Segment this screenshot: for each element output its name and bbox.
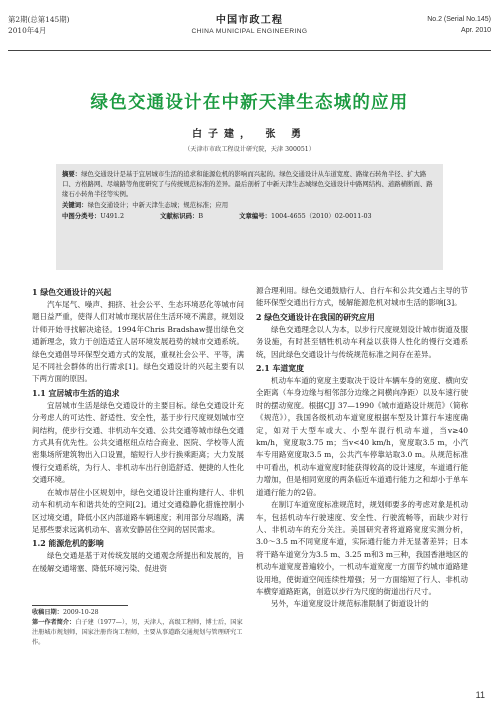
doc-code-value: B [198, 211, 204, 220]
paragraph: 源合理利用。绿色交通鼓励行人、自行车和公共交通占主导的节能环保型交通出行方式，缓解能源危机对城市生活的影响[3]。 [256, 286, 468, 308]
paragraph: 宜居城市生活是绿色交通设计的主要目标。绿色交通设计充分考虑人的可达性、舒适性、安全性，基于步行尺度规划城市空间结构，使步行交通、非机动车交通、公共交通等城市绿色交通方式具有优先性。公共交通枢纽点结合商业、医院、学校等人流密集场所建筑物出入口设置，缩短行人步行换乘距离；大力发展慢行交通系统，为行人、非机动车出行创造舒适、便捷的人性化交通环境。 [32, 400, 244, 485]
clc-label: 中图分类号： [62, 211, 101, 220]
abstract-paragraph [62, 169, 437, 200]
header-right [427, 14, 491, 36]
abstract-label: 摘要： [62, 170, 82, 178]
keywords-text: 绿色交通设计；中新天津生态城；规范标准；应用 [87, 200, 229, 209]
header-issue-en: No.2 (Serial No.145) [427, 16, 491, 23]
paragraph: 另外，车道宽度设计规范标准限制了街道设计的 [271, 599, 429, 609]
section-heading-2: 2 绿色交通设计在我国的研究应用 [256, 312, 375, 322]
author-bio-line [32, 618, 244, 648]
article-number-value: 1004-4655（2010）02-0011-03 [271, 211, 372, 220]
page-number: 11 [475, 690, 485, 700]
right-column [256, 285, 468, 611]
section-heading-2-1: 2.1 车道宽度 [256, 364, 305, 374]
paragraph: 绿色交通理念以人为本，以步行尺度规划设计城市街道及服务设施，有时甚至牺牲机动车利益以获得人性化的慢行交通系统，因此绿色交通设计与传统规范标准之间存在差异。 [256, 324, 468, 359]
received-date-label: 收稿日期： [32, 609, 63, 616]
article-title: 绿色交通设计在中新天津生态城的应用 [90, 93, 409, 113]
author-bio-label: 第一作者简介： [32, 619, 76, 626]
header-rule [8, 50, 491, 51]
article-number-field [239, 211, 372, 221]
keywords-line [62, 200, 437, 210]
keywords-label: 关键词： [62, 200, 88, 209]
paragraph: 在城市居住小区规划中，绿色交通设计注重构建行人、非机动车和机动车和谐共处的空间[2]。通过交通稳静化措施控制小区过境交通，降低小区内部道路车辆速度；利用部分尽端路，满足那些要求远离机动车、喜欢安静居住空间的居民需求。 [32, 487, 244, 534]
doc-code-label: 文献标识码： [160, 211, 199, 220]
section-heading-1-1: 1.1 宜居城市生活的追求 [32, 388, 120, 398]
running-header [8, 14, 491, 50]
footnote-rule [32, 605, 128, 606]
paragraph: 在制订车道宽度标准规范时，规划师要多的考虑对象是机动车，包括机动车行驶速度、安全性、行驶流畅等，而缺少对行人、非机动车的充分关注。美国研究者将道路宽度实测分析，3.0～3.5 m不同宽度车道，实际通行能力并无显著差异；日本将干路车道宽分为3.5 m、3.25 m和3 m三种，我国香港地区的机动车道宽度普遍较小，一机动车道宽度一方面节约城市道路建设用地，使街道空间连续性增强；另一方面缩短了行人、非机动车横穿道路距离，创造以步行为尺度的街道出行尺寸。 [256, 500, 468, 596]
paragraph: 机动车车道的宽度主要取决于设计车辆车身的宽度、横向安全距离（车身边缘与相邻部分边缘之间横向净距）以及车速行驶时的摆动宽度。根据CJJ 37—1990《城市道路设计规范》（简称《规范》），我国各级机动车道宽度根据车型及计算行车速度确定，如对于大型车或大、小型车混行机动车道，当v≥40 km/h，宽度取3.75 m；当v<40 km/h，宽度取3.5 m，小汽车专用路宽度取3.5 m，公共汽车停靠站取3.0 m。从规范标准中可看出，机动车道宽度时能获得较高的设计速度，车道通行能力增加，但是相同宽度的两条临近车道通行能力之和却小于单车道通行能力的2倍。 [256, 376, 468, 497]
left-column [32, 285, 244, 575]
classification-row [62, 211, 437, 221]
doc-code-field [160, 211, 203, 221]
paragraph: 绿色交通是基于对传统发展的交通观念所提出和发展的，旨在缓解交通堵塞、降低环境污染、促进资 [32, 551, 244, 573]
journal-name-en: CHINA MUNICIPAL ENGINEERING [191, 28, 308, 35]
article-affiliation: （天津市市政工程设计研究院，天津 300051） [184, 146, 315, 153]
header-date-cn: 2010年4月 [8, 26, 47, 35]
footnote [32, 608, 244, 648]
article-number-label: 文章编号： [239, 211, 272, 220]
header-date-en: Apr. 2010 [461, 27, 491, 34]
section-heading-1: 1 绿色交通设计的兴起 [32, 288, 112, 297]
received-date-line [32, 608, 244, 618]
paragraph: 汽车尾气、噪声、拥挤、社会公平、生态环境恶化等城市问题日益严重，使得人们对城市现状居住生活环境不满意，规划设计师开始寻找解决途径。1994年Chris Bradshaw提出绿色交通新理念，致力于创造适宜人居环境发展趋势的城市交通系统。绿色交通倡导环保型交通方式的发展，重视社会公平、平等，满足不同社会群体的出行需求[1]。绿色交通设计的兴起主要有以下两方面的原因。 [32, 300, 244, 384]
article-authors: 白子建， 张 勇 [192, 129, 307, 140]
header-center [8, 14, 491, 37]
received-date-value: 2009-10-28 [62, 609, 99, 616]
clc-field [62, 211, 124, 221]
abstract-box [56, 164, 443, 270]
journal-logo: 中国市政工程 [215, 15, 284, 26]
abstract-text: 绿色交通设计是基于宜居城市生活的追求和能源危机的影响而兴起的。绿色交通设计从车道宽度、路缘石转角半径、扩大路口、方格路网、尽端路等角度研究了与传统规范标准的差异。最后剖析了中新天津生态城绿色交通设计中路网结构、道路横断面、路缘石小转角半径等实例。 [62, 170, 433, 199]
header-issue-cn: 第2期(总第145期) [8, 15, 70, 24]
clc-value: U491.2 [100, 211, 125, 220]
section-heading-1-2: 1.2 能源危机的影响 [32, 539, 104, 549]
author-bio-text: 白子建（1977—），男，天津人，高级工程师，博士后，国家注册城市规划师，国家注册咨询工程师，主要从事道路交通规划与管理研究工作。 [32, 619, 243, 646]
